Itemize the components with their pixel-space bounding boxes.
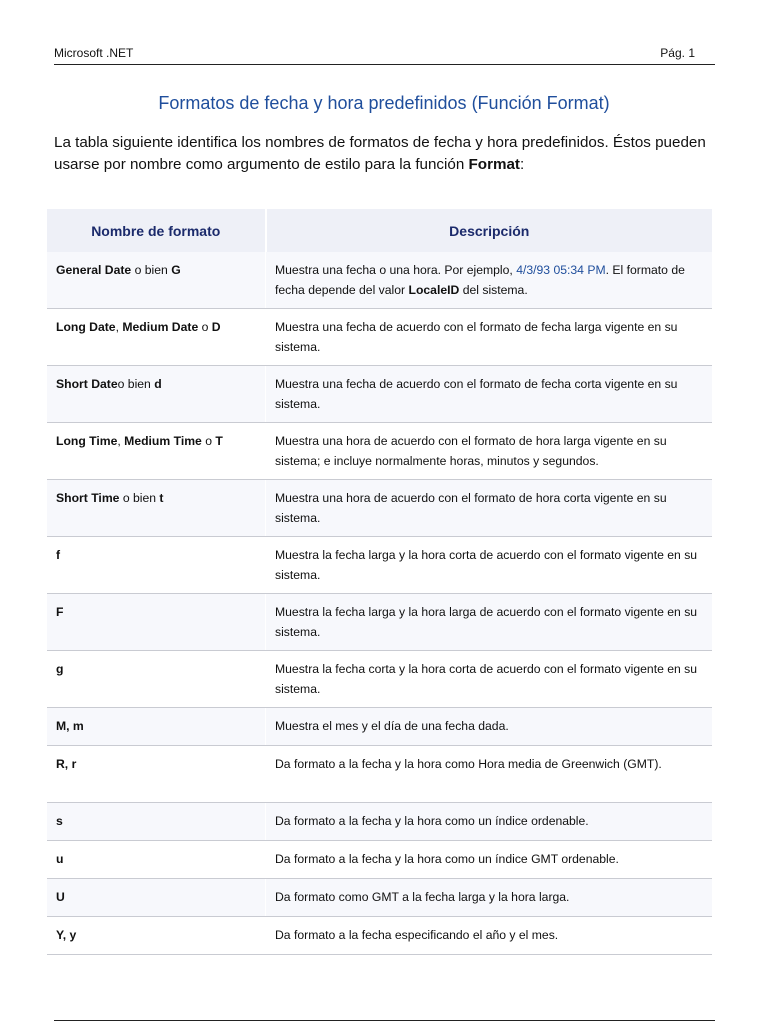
format-description-cell bbox=[266, 423, 713, 480]
table-row bbox=[47, 252, 712, 309]
format-description-cell bbox=[266, 309, 713, 366]
intro-text: La tabla siguiente identifica los nombres de formatos de fecha y hora predefinidos. Éstos pueden usarse por nombre como argumento de estilo para la función bbox=[54, 134, 706, 173]
format-name-cell bbox=[47, 708, 266, 746]
footer-rule bbox=[54, 1020, 715, 1021]
format-description-run: Muestra una hora de acuerdo con el formato de hora corta vigente en su sistema. bbox=[275, 491, 667, 525]
table-row bbox=[47, 651, 712, 708]
page-header-left: Microsoft .NET bbox=[54, 46, 134, 60]
format-name-cell bbox=[47, 917, 266, 955]
format-name-run: U bbox=[56, 890, 65, 904]
format-name-cell bbox=[47, 252, 266, 309]
format-description-cell bbox=[266, 841, 713, 879]
format-description-cell bbox=[266, 651, 713, 708]
date-format-table bbox=[47, 209, 712, 955]
format-description-run: Muestra una fecha de acuerdo con el formato de fecha corta vigente en su sistema. bbox=[275, 377, 678, 411]
page-number: Pág. 1 bbox=[660, 46, 695, 60]
format-description-run: Muestra una fecha de acuerdo con el formato de fecha larga vigente en su sistema. bbox=[275, 320, 678, 354]
format-name-cell bbox=[47, 366, 266, 423]
format-description-run: Da formato a la fecha y la hora como un índice ordenable. bbox=[275, 814, 589, 828]
format-name-run: u bbox=[56, 852, 64, 866]
format-description-run: . El formato de fecha depende del valor bbox=[275, 263, 685, 297]
format-description-run: Muestra la fecha larga y la hora larga de acuerdo con el formato vigente en su sistema. bbox=[275, 605, 698, 639]
format-name-run: f bbox=[56, 548, 61, 562]
format-name-run: Short Time bbox=[56, 491, 120, 505]
format-description-run: Muestra la fecha larga y la hora corta de acuerdo con el formato vigente en su sistema. bbox=[275, 548, 698, 582]
format-name-run: D bbox=[211, 320, 221, 334]
format-description-run: Da formato a la fecha y la hora como un índice GMT ordenable. bbox=[275, 852, 619, 866]
format-name-cell bbox=[47, 594, 266, 651]
format-description-run: del sistema. bbox=[459, 282, 528, 297]
format-name-cell bbox=[47, 537, 266, 594]
format-name-cell bbox=[47, 803, 266, 841]
format-name-run: o bbox=[201, 434, 216, 448]
format-description-run: Muestra una hora de acuerdo con el formato de hora larga vigente en su sistema; e incluye normalmente horas, minutos y segundos. bbox=[275, 434, 667, 468]
table-header-row bbox=[47, 209, 712, 252]
format-name-cell bbox=[47, 841, 266, 879]
format-name-run: Medium Date bbox=[122, 320, 199, 334]
format-description-cell bbox=[266, 366, 713, 423]
table-row bbox=[47, 423, 712, 480]
format-name-run: s bbox=[56, 814, 63, 828]
table-row bbox=[47, 917, 712, 955]
format-name-run: Long Date bbox=[56, 320, 116, 334]
format-description-cell bbox=[266, 594, 713, 651]
table-row bbox=[47, 537, 712, 594]
format-description-cell bbox=[266, 746, 713, 803]
format-name-run: , bbox=[115, 320, 123, 334]
format-name-run: o bbox=[198, 320, 212, 334]
intro-end: : bbox=[520, 156, 525, 173]
format-name-run: Y, y bbox=[56, 928, 77, 942]
format-name-run: Long Time bbox=[56, 434, 118, 448]
table-row bbox=[47, 803, 712, 841]
format-description-run: Muestra el mes y el día de una fecha dada. bbox=[275, 719, 509, 733]
format-name-run: Short Date bbox=[56, 377, 118, 391]
format-name-run: g bbox=[56, 662, 64, 676]
format-name-run: T bbox=[215, 434, 223, 448]
format-name-cell bbox=[47, 480, 266, 537]
format-description-run: Da formato a la fecha especificando el año y el mes. bbox=[275, 928, 559, 942]
table-row bbox=[47, 746, 712, 803]
format-description-cell bbox=[266, 480, 713, 537]
format-description-run: Muestra la fecha corta y la hora corta de acuerdo con el formato vigente en su sistema. bbox=[275, 662, 698, 696]
format-name-run: G bbox=[171, 263, 181, 277]
format-name-cell bbox=[47, 423, 266, 480]
format-description-run: Da formato como GMT a la fecha larga y la hora larga. bbox=[275, 890, 570, 904]
table-body bbox=[47, 252, 712, 955]
table-row bbox=[47, 708, 712, 746]
format-name-cell bbox=[47, 309, 266, 366]
format-name-run: , bbox=[117, 434, 125, 448]
format-name-run: M, m bbox=[56, 719, 84, 733]
format-name-cell bbox=[47, 746, 266, 803]
format-name-run: General Date bbox=[56, 263, 132, 277]
column-header-description: Descripción bbox=[266, 209, 713, 252]
format-description-run: Da formato a la fecha y la hora como Hora media de Greenwich (GMT). bbox=[275, 757, 662, 771]
format-name-run: F bbox=[56, 605, 64, 619]
table-row bbox=[47, 309, 712, 366]
table-row bbox=[47, 480, 712, 537]
table-row bbox=[47, 594, 712, 651]
table-row bbox=[47, 841, 712, 879]
column-header-name: Nombre de formato bbox=[47, 209, 266, 252]
format-description-run: Muestra una fecha o una hora. Por ejemplo, bbox=[275, 263, 517, 277]
format-description-run: 4/3/93 05:34 PM bbox=[516, 263, 606, 277]
format-name-run: o bien bbox=[131, 263, 172, 277]
format-description-cell bbox=[266, 803, 713, 841]
page-title: Formatos de fecha y hora predefinidos (Función Format) bbox=[158, 93, 610, 113]
header-rule bbox=[54, 64, 715, 65]
format-description-cell bbox=[266, 537, 713, 594]
table-row bbox=[47, 366, 712, 423]
format-description-cell bbox=[266, 252, 713, 309]
format-name-cell bbox=[47, 651, 266, 708]
format-description-cell bbox=[266, 708, 713, 746]
format-name-run: R, r bbox=[56, 757, 77, 771]
format-name-run: Medium Time bbox=[124, 434, 202, 448]
format-name-run: d bbox=[154, 377, 162, 391]
format-name-run: o bien bbox=[117, 377, 155, 391]
format-description-cell bbox=[266, 879, 713, 917]
format-description-run: LocaleID bbox=[408, 282, 460, 297]
format-description-cell bbox=[266, 917, 713, 955]
intro-paragraph bbox=[54, 132, 716, 176]
intro-bold-term: Format bbox=[468, 156, 520, 173]
format-name-run: o bien bbox=[119, 491, 160, 505]
table-row bbox=[47, 879, 712, 917]
format-name-run: t bbox=[159, 491, 164, 505]
format-name-cell bbox=[47, 879, 266, 917]
